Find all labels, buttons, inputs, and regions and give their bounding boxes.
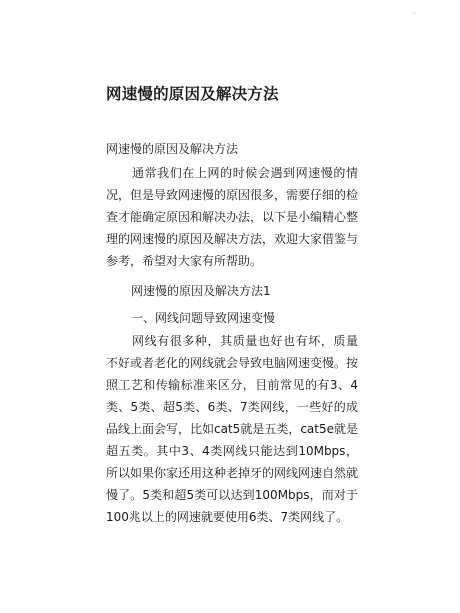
document-title: 网速慢的原因及解决方法 [106,85,279,103]
section-body-paragraph: 网线有很多种，其质量也好也有坏，质量不好或者老化的网线就会导致电脑网速变慢。按照工艺和传输标准来区分，目前常见的有3、4类、5类、超5类、6类、7类网线，一些好的成品线上面会写，比如cat5就是五类，cat5e就是超五类。其中3、4类网线只能达到10Mbps，所以如果你家还用这种老掉牙的网线网速自然就慢了。5类和超5类可以达到100Mbps，而对于100兆以上的网速就要使用6类、7类网线了。 [106,334,359,524]
intro-paragraph: 通常我们在上网的时候会遇到网速慢的情况，但是导致网速慢的原因很多，需要仔细的检查才能确定原因和解决办法，以下是小编精心整理的网速慢的原因及解决方法，欢迎大家借鉴与参考，希望对大家有所帮助。 [106,166,359,268]
document-subtitle: 网速慢的原因及解决方法 [106,142,239,156]
section-title: 网速慢的原因及解决方法1 [131,284,271,298]
section-heading: 一、网线问题导致网速变慢 [131,311,276,325]
corner-mark: · [413,9,416,19]
